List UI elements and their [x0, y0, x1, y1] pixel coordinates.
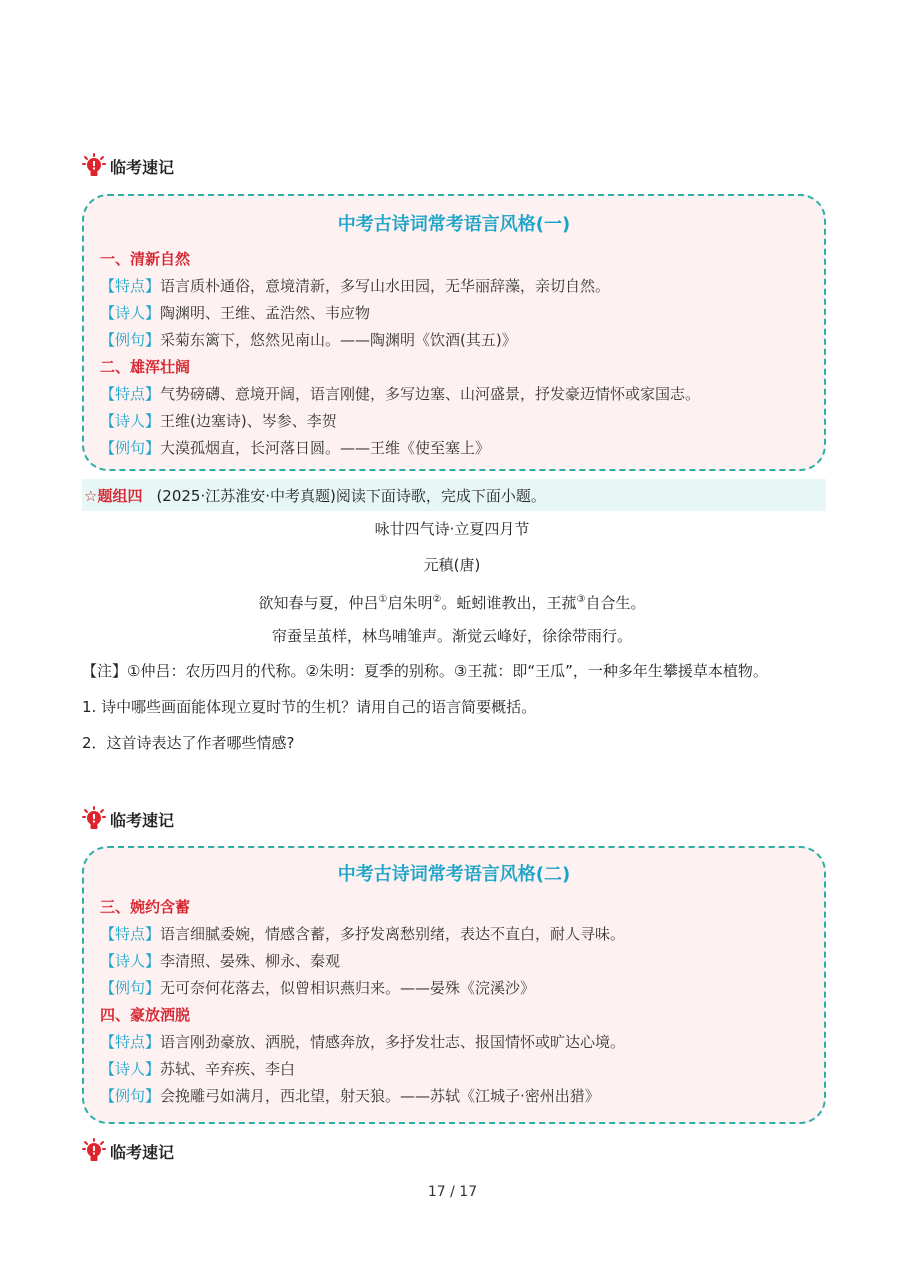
section-header-1 [82, 153, 174, 179]
poem-author: 元稹(唐) [423, 556, 481, 574]
style-card-2 [82, 846, 826, 1124]
card-title: 中考古诗词常考语言风格(一) [337, 214, 571, 235]
alert-bulb-icon [82, 806, 106, 832]
section-label: 临考速记 [110, 810, 175, 830]
feature-line: 【特点】气势磅礴、意境开阔，语言刚健，多写边塞、山河盛景，抒发豪迈情怀或家国志。 [100, 385, 701, 403]
category-heading: 一、清新自然 [100, 250, 191, 268]
section-header-3 [82, 1138, 174, 1164]
question-1: 1. 诗中哪些画面能体现立夏时节的生机？请用自己的语言简要概括。 [82, 698, 537, 716]
alert-bulb-icon [82, 1138, 106, 1164]
poem-notes: 【注】①仲吕：农历四月的代称。②朱明：夏季的别称。③王菰：即“王瓜”，一种多年生攀援草本植物。 [82, 662, 768, 680]
question-source: (2025·江苏淮安·中考真题)阅读下面诗歌，完成下面小题。 [156, 486, 546, 505]
section-label: 临考速记 [110, 1142, 175, 1162]
example-line: 【例句】会挽雕弓如满月，西北望，射天狼。——苏轼《江城子·密州出猎》 [100, 1087, 600, 1105]
page-number: 17 / 17 [427, 1184, 478, 1200]
alert-bulb-icon [82, 153, 106, 179]
poem-line-2: 帘蚕呈茧样，林鸟哺雏声。渐觉云峰好，徐徐带雨行。 [271, 627, 632, 645]
poets-line: 【诗人】陶渊明、王维、孟浩然、韦应物 [100, 304, 371, 322]
category-heading: 四、豪放洒脱 [100, 1006, 191, 1024]
feature-line: 【特点】语言细腻委婉，情感含蓄，多抒发离愁别绪，表达不直白，耐人寻味。 [100, 925, 626, 943]
poets-line: 【诗人】李清照、晏殊、柳永、秦观 [100, 952, 341, 970]
section-label: 临考速记 [110, 157, 175, 177]
section-header-2 [82, 806, 174, 832]
feature-line: 【特点】语言刚劲豪放、洒脱，情感奔放，多抒发壮志、报国情怀或旷达心境。 [100, 1033, 626, 1051]
example-line: 【例句】采菊东篱下，悠然见南山。——陶渊明《饮酒(其五)》 [100, 331, 517, 349]
feature-line: 【特点】语言质朴通俗，意境清新，多写山水田园，无华丽辞藻，亲切自然。 [100, 277, 611, 295]
example-line: 【例句】大漠孤烟直，长河落日圆。——王维《使至塞上》 [100, 439, 491, 457]
poets-line: 【诗人】王维(边塞诗)、岑参、李贺 [100, 412, 337, 430]
category-heading: 三、婉约含蓄 [100, 898, 191, 916]
poem-line-1: 欲知春与夏，仲吕①启朱明②。蚯蚓谁教出，王菰③自合生。 [258, 594, 646, 612]
style-card-1 [82, 194, 826, 471]
card-title: 中考古诗词常考语言风格(二) [337, 864, 571, 885]
question-group-label: ☆题组四 [84, 486, 143, 505]
category-heading: 二、雄浑壮阔 [100, 358, 191, 376]
question-group-bar [82, 479, 826, 511]
example-line: 【例句】无可奈何花落去，似曾相识燕归来。——晏殊《浣溪沙》 [100, 979, 536, 997]
poets-line: 【诗人】苏轼、辛弃疾、李白 [100, 1060, 296, 1078]
question-2: 2．这首诗表达了作者哪些情感? [82, 734, 295, 752]
poem-title: 咏廿四气诗·立夏四月节 [374, 520, 530, 538]
